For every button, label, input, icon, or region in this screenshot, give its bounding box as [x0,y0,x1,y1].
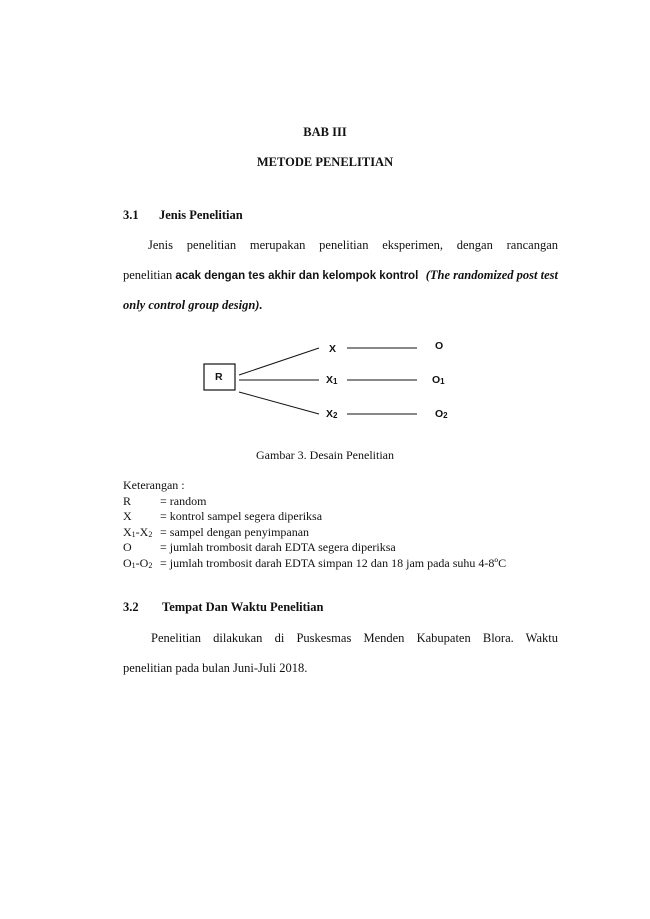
chapter-title: METODE PENELITIAN [256,155,394,169]
paragraph-1-line-1: Jenis penelitian merupakan penelitian eksperimen, dengan rancangan [148,238,558,252]
diagram-r-label: R [215,371,223,383]
diagram-x-label: X [329,343,337,355]
section-1-title: Jenis Penelitian [159,208,243,222]
paragraph-2-line-2: penelitian pada bulan Juni-Juli 2018. [123,661,308,675]
branch-line-x2 [239,392,319,414]
diagram-o2-label: $O_2$ [435,408,448,420]
paragraph-1-line-2 [123,268,558,283]
section-2-number: 3.2 [123,600,139,614]
paragraph-2-line-1: Penelitian dilakukan di Puskesmas Menden Kabupaten Blora. Waktu [151,631,558,645]
branch-line-x [239,348,319,375]
paragraph-1-plain: penelitian [123,268,173,282]
chapter-number: BAB III [303,125,347,139]
figure-caption: Gambar 3. Desain Penelitian [256,448,394,462]
section-2-title: Tempat Dan Waktu Penelitian [162,600,324,614]
section-1-number: 3.1 [123,208,139,222]
legend-heading: Keterangan : [123,478,185,492]
legend-block: Keterangan : R = random X = kontrol sampel segera diperiksa $X_1-X_2$ = sampel dengan penyimpanan O = jumlah trombosit darah EDTA segera diperiksa $O_1-O_2$ = jumlah trombosit darah EDTA simpan 12 dan 18 jam pada suhu 4-8ºC [123,478,507,570]
diagram-o-label: O [435,340,444,352]
paragraph-1-bold: acak dengan tes akhir dan kelompok kontrol [175,270,419,282]
diagram-x1-label: $X_1$ [326,374,338,386]
diagram-o1-label: $O_1$ [432,374,445,386]
diagram-x2-label: $X_2$ [326,408,338,420]
paragraph-1-italic: (The randomized post test [425,268,558,282]
paragraph-1-line-3: only control group design). [123,298,263,312]
